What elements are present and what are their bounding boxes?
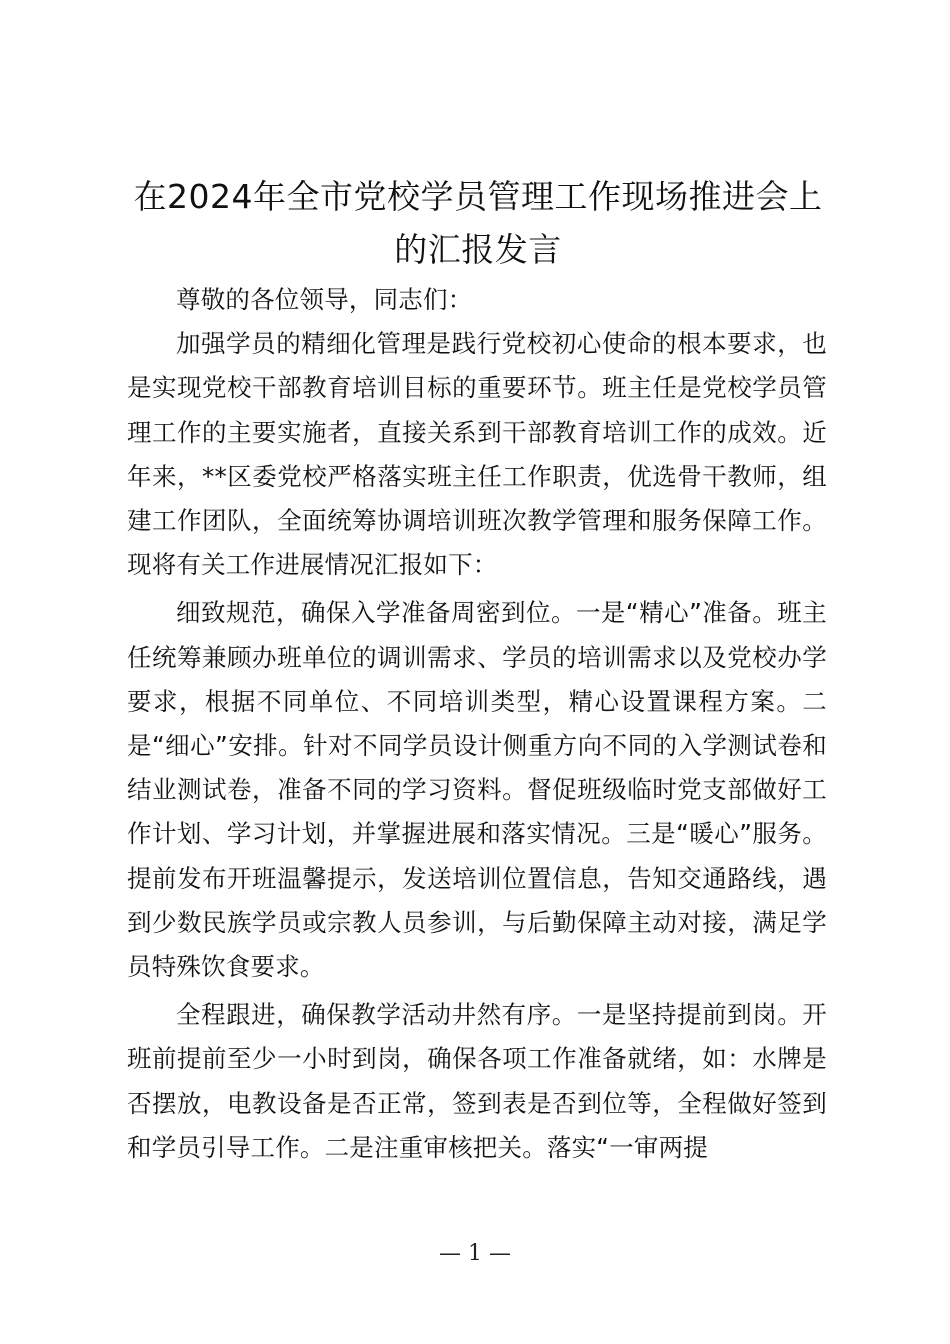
paragraph-intro: 加强学员的精细化管理是践行党校初心使命的根本要求，也是实现党校干部教育培训目标的重要环节。班主任是党校学员管理工作的主要实施者，直接关系到干部教育培训工作的成效。近年来，**区委党校严格落实班主任工作职责，优选骨干教师，组建工作团队，全面统筹协调培训班次教学管理和服务保障工作。现将有关工作进展情况汇报如下： (127, 329, 827, 580)
document-title: 在2024年全市党校学员管理工作现场推进会上的汇报发言 (133, 177, 823, 269)
paragraph-follow-up: 全程跟进，确保教学活动井然有序。一是坚持提前到岗。开班前提前至少一小时到岗，确保各项工作准备就绪，如：水牌是否摆放，电教设备是否正常，签到表是否到位等，全程做好签到和学员引导工作。二是注重审核把关。落实“一审两提 (127, 1000, 827, 1162)
document-body (127, 278, 827, 1170)
salutation: 尊敬的各位领导，同志们： (176, 285, 473, 314)
paragraph-preparation: 细致规范，确保入学准备周密到位。一是“精心”准备。班主任统筹兼顾办班单位的调训需求、学员的培训需求以及党校办学要求，根据不同单位、不同培训类型，精心设置课程方案。二是“细心”安排。针对不同学员设计侧重方向不同的入学测试卷和结业测试卷，准备不同的学习资料。督促班级临时党支部做好工作计划、学习计划，并掌握进展和落实情况。三是“暖心”服务。提前发布开班温馨提示，发送培训位置信息，告知交通路线，遇到少数民族学员或宗教人员参训，与后勤保障主动对接，满足学员特殊饮食要求。 (127, 598, 827, 982)
page-number: — 1 — (439, 1241, 511, 1266)
